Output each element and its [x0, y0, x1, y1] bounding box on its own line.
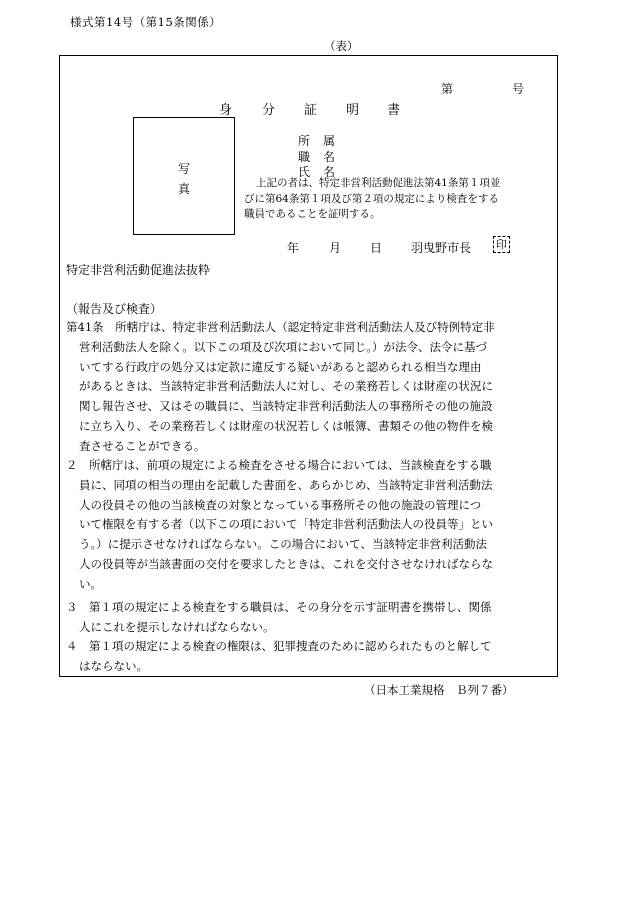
date-year-label: 年: [287, 241, 300, 255]
form-number-label: 様式第14号（第15条関係）: [70, 15, 222, 29]
certification-line: 上記の者は、特定非営利活動促進法第41条第１項並: [256, 177, 501, 189]
photo-label-char: 写: [178, 162, 191, 176]
field-char: 属: [323, 134, 336, 148]
paragraph-2: [66, 456, 554, 594]
field-char: 名: [323, 150, 336, 164]
number-prefix: 第: [441, 82, 454, 96]
certification-line: 職員であることを証明する。: [244, 208, 381, 220]
field-char: 職: [298, 150, 311, 164]
paragraph-line: い。: [79, 576, 102, 591]
certification-line: びに第64条第１項及び第２項の規定により検査をする: [244, 192, 499, 205]
date-day-label: 日: [370, 241, 383, 255]
seal-mark: [493, 236, 510, 253]
date-month-label: 月: [329, 241, 342, 255]
title-char: 分: [262, 103, 276, 118]
article-41: [66, 318, 554, 456]
title-char: 身: [219, 103, 233, 118]
photo-label-char: 真: [178, 182, 191, 196]
paragraph-3: [66, 598, 554, 638]
paragraph-line: う。）に提示させなければならない。この場合において、当該特定非営利活動法: [79, 537, 488, 551]
paragraph-4: [66, 637, 554, 677]
field-char: 氏: [298, 165, 311, 179]
article-line: いてする行政庁の処分又は定款に違反する疑いがあると認められる相当な理由: [79, 359, 482, 374]
excerpt-title: 特定非営利活動促進法抜粋: [66, 263, 211, 277]
certification-text: [244, 176, 500, 223]
title-char: 証: [304, 103, 318, 118]
number-suffix: 号: [512, 82, 525, 96]
paragraph-line: はならない。: [79, 658, 148, 673]
paragraph-line: ４ 第１項の規定による検査の権限は、犯罪捜査のために認められたものと解して: [66, 639, 492, 653]
paragraph-line: いて権限を有する者（以下この項において「特定非営利活動法人の役員等」とい: [79, 517, 493, 532]
paragraph-line: 人の役員その他の当該検査の対象となっている事務所その他の施設の管理につ: [79, 497, 482, 512]
article-line: 関し報告させ、又はその職員に、当該特定非営利活動法人の事務所その他の施設: [79, 399, 493, 413]
side-label: （表）: [324, 39, 359, 53]
title-char: 明: [346, 103, 360, 118]
paragraph-line: 人にこれを提示しなければならない。: [79, 619, 275, 634]
field-char: 所: [298, 134, 311, 148]
seal-char: 印: [496, 238, 507, 251]
paragraph-line: 人の役員等が当該書面の交付を要求したときは、これを交付させなければならな: [79, 556, 493, 571]
paragraph-line: ３ 第１項の規定による検査をする職員は、その身分を示す証明書を携帯し、関係: [66, 600, 492, 614]
paragraph-line: ２ 所轄庁は、前項の規定による検査をさせる場合においては、当該検査をする職: [66, 458, 492, 472]
article-line: 査させることができる。: [79, 438, 206, 453]
article-line: があるときは、当該特定非営利活動法人に対し、その業務若しくは財産の状況に: [79, 379, 493, 394]
article-line: 第41条 所轄庁は、特定非営利活動法人（認定特定非営利活動法人及び特例特定非: [66, 320, 495, 334]
article-line: に立ち入り、その業務若しくは財産の状況若しくは帳簿、書類その他の物件を検: [79, 418, 493, 433]
issuer-name: 羽曳野市長: [411, 241, 472, 255]
jis-size-note: （日本工業規格 Ｂ列７番）: [364, 683, 514, 697]
article-line: 営利活動法人を除く。以下この項及び次項において同じ。）が法令、法令に基づ: [79, 339, 488, 354]
field-char: 名: [323, 165, 336, 179]
paragraph-line: 員に、同項の相当の理由を記載した書面を、あらかじめ、当該特定非営利活動法: [79, 477, 493, 492]
title-char: 書: [387, 103, 401, 118]
section-heading: （報告及び検査）: [66, 302, 163, 316]
